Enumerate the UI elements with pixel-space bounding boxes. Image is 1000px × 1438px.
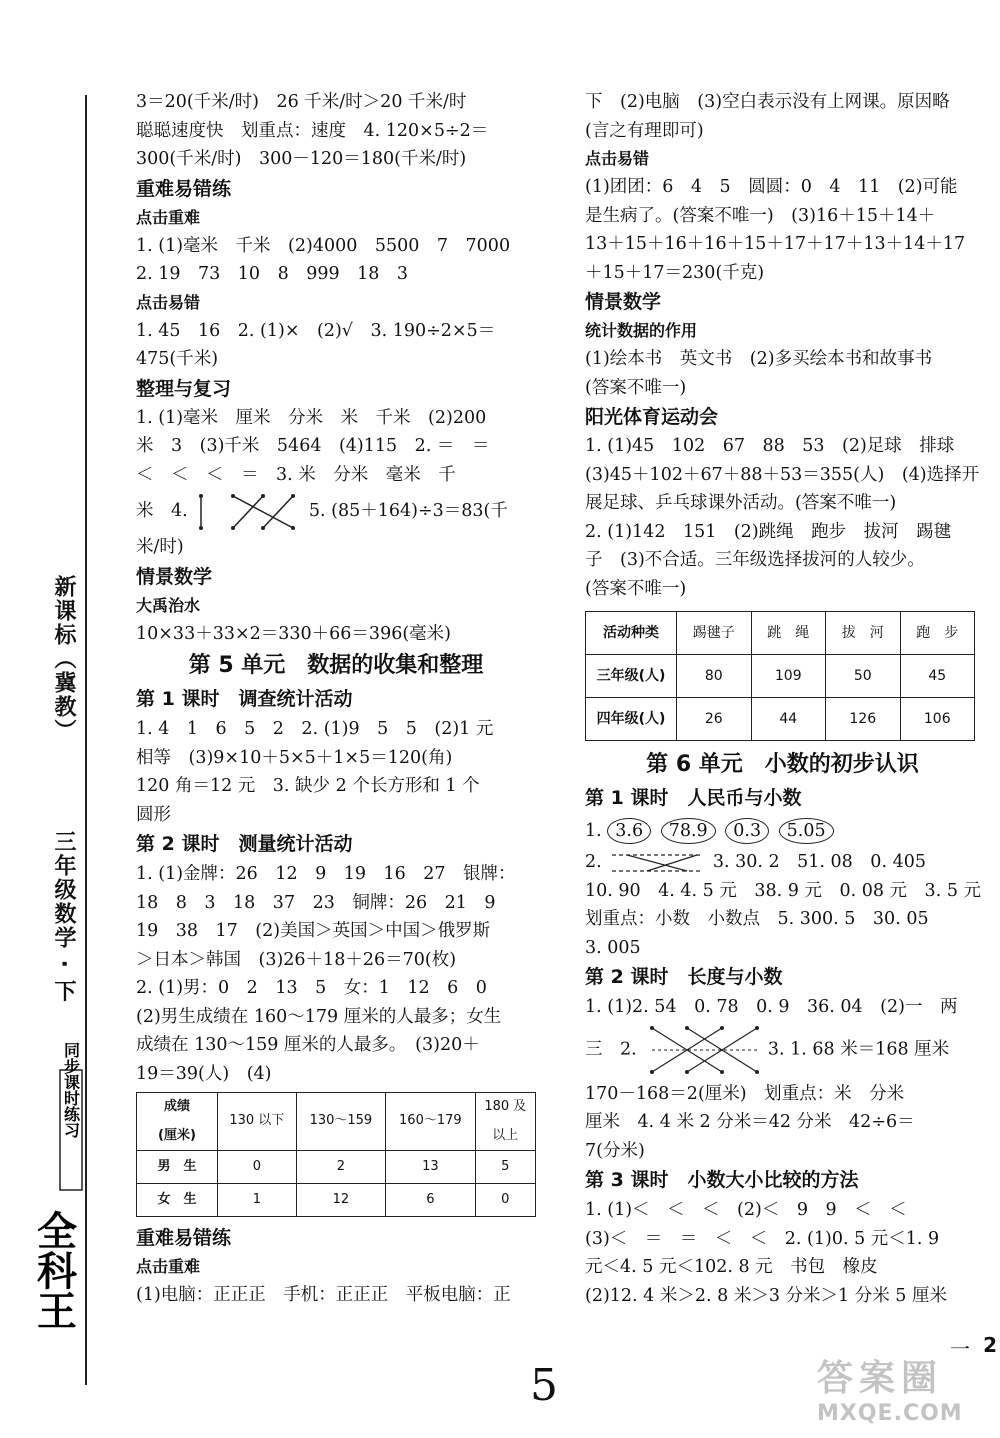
unit-title: 第 6 单元 小数的初步认识 [646,752,919,777]
table-header-cell: 拔 河 [826,612,901,655]
answer-text: 2. [585,852,602,872]
table-row [586,698,975,741]
answer-line: (3)＜ ＝ ＝ ＜ ＜ 2. (1)0. 5 元＜1. 9 [585,1228,940,1249]
brand-logo [30,1042,86,1330]
table-cell: 2 [296,1151,385,1184]
matching-lines-diagram [193,492,303,532]
answer-line: 2. (1)142 151 (2)跳绳 跑步 拔河 踢毽 [585,521,952,542]
table-header-cell: 跑 步 [900,612,975,655]
table-header-cell: 跳 绳 [751,612,826,655]
answer-text: 5. (85＋164)÷3＝83(千 [308,501,508,521]
answer-line: 18 8 3 18 37 23 铜牌：26 21 9 [136,892,496,913]
section-heading: 情景数学 [585,291,662,313]
answer-line: 120 角＝12 元 3. 缺少 2 个长方形和 1 个 [136,776,480,796]
answer-line: 下 (2)电脑 (3)空白表示没有上网课。原因略 [585,92,950,112]
section-heading: 重难易错练 [136,1227,232,1249]
table-cell: 109 [751,655,826,698]
table-row [586,655,975,698]
answer-line [585,1022,980,1080]
subsection-heading: 点击重难 [136,1257,201,1276]
table-header-cell: 180 及 以上 [475,1093,535,1151]
svg-text:全科王: 全科王 [30,1210,78,1330]
answer-line: 厘米 4. 4 米 2 分米＝42 分米 42÷6＝ [585,1112,915,1132]
table-cell: 0 [218,1151,297,1184]
circled-answer: 0.3 [725,818,769,844]
answer-line: 1. (1)2. 54 0. 78 0. 9 36. 04 (2)一 两 [585,997,958,1017]
table-header-cell: 踢毽子 [677,612,752,655]
lesson-title: 第 1 课时 人民币与小数 [585,787,802,809]
answer-line: 2. 19 73 10 8 999 18 3 [136,264,409,284]
right-column [585,88,980,1310]
section-heading: 情景数学 [136,565,213,588]
svg-text:同步课时练习: 同步课时练习 [61,1042,81,1138]
table-header-cell: 130～159 [296,1093,385,1151]
answer-line: 3＝20(千米/时) 26 千米/时＞20 千米/时 [136,92,467,112]
answer-text: 3. 30. 2 51. 08 0. 405 [712,852,926,872]
answer-text: 米 4. [136,501,188,521]
circled-answer: 78.9 [661,818,716,844]
answer-line: ＞日本＞韩国 (3)26＋18＋26＝70(枚) [136,949,457,970]
answer-line: 1. (1)毫米 千米 (2)4000 5500 7 7000 [136,235,511,256]
answer-line [585,848,980,877]
book-label: 三年级数学 · 下 [51,830,76,1004]
table-cell: 126 [826,698,901,741]
answer-line: (答案不唯一) [585,377,687,398]
table-row [586,612,975,655]
lesson-title: 第 3 课时 小数大小比较的方法 [585,1169,859,1191]
answer-line: 圆形 [136,804,171,825]
table-cell: 106 [900,698,975,741]
table-cell: 1 [218,1184,297,1217]
table-cell: 三年级(人) [586,655,677,698]
table-cell: 50 [826,655,901,698]
answer-line [585,814,980,848]
answer-line: 1. 45 16 2. (1)× (2)√ 3. 190÷2×5＝ [136,320,496,341]
answer-line: (言之有理即可) [585,120,704,141]
unit-title: 第 5 单元 数据的收集和整理 [188,653,484,678]
table-cell: 44 [751,698,826,741]
matching-lines-diagram [642,1022,762,1078]
table-cell: 80 [677,655,752,698]
subsection-heading: 大禹治水 [136,595,201,615]
answer-line: 1. (1)毫米 厘米 分米 米 千米 (2)200 [136,407,487,428]
answer-line: 10. 90 4. 4. 5 元 38. 9 元 0. 08 元 3. 5 元 [585,880,982,901]
lesson-title: 第 1 课时 调查统计活动 [136,688,353,710]
table-cell: 12 [296,1184,385,1217]
watermark-text: 答案圈 [817,1358,944,1399]
height-score-table [136,1092,536,1217]
answer-line: 子 (3)不合适。三年级选择拔河的人较少。 [585,550,925,570]
answer-line: 1. (1)金牌：26 12 9 19 16 27 银牌： [136,864,516,884]
answer-line: 475(千米) [136,349,219,369]
answer-line: 划重点：小数 小数点 5. 300. 5 30. 05 [585,909,929,929]
table-row [137,1151,536,1184]
answer-line: 米 3 (3)千米 5464 (4)115 2. ＝ ＝ [136,436,490,456]
answer-line: 展足球、乒乓球课外活动。(答案不唯一) [585,493,897,513]
table-cell: 13 [386,1151,475,1184]
answer-line: 聪聪速度快 划重点：速度 4. 120×5÷2＝ [136,120,489,141]
answer-text: 1. [585,821,602,841]
circled-answer: 5.05 [779,818,834,844]
answer-line: 13＋15＋16＋16＋15＋17＋17＋13＋14＋17 [585,234,966,254]
table-cell: 6 [386,1184,475,1217]
answer-line: 19＝39(人) (4) [136,1063,272,1084]
answer-line: 1. (1)45 102 67 88 53 (2)足球 排球 [585,436,955,456]
table-cell: 26 [677,698,752,741]
section-heading: 整理与复习 [136,377,232,400]
subsection-heading: 点击易错 [585,149,650,168]
answer-line: 2. (1)男：0 2 13 5 女：1 12 6 0 [136,978,487,998]
answer-line: (1)团团：6 4 5 圆圆：0 4 11 (2)可能 [585,177,958,197]
page-dash: 一 [950,1337,970,1361]
answer-line: 3. 005 [585,937,641,958]
circled-answer: 3.6 [607,818,651,844]
answer-line: 300(千米/时) 300－120＝180(千米/时) [136,149,467,169]
answer-line: ＜ ＜ ＜ ＝ 3. 米 分米 毫米 千 [136,464,456,485]
matching-lines-diagram [607,850,707,876]
table-row [137,1184,536,1217]
subsection-heading: 点击易错 [136,292,201,312]
table-header-cell: 160～179 [386,1093,475,1151]
answer-line: 10×33＋33×2＝330＋66＝396(毫米) [136,623,451,644]
lesson-title: 第 2 课时 测量统计活动 [136,833,353,855]
watermark [817,1350,992,1435]
table-header-cell: 130 以下 [218,1093,297,1151]
table-cell: 四年级(人) [586,698,677,741]
table-cell: 女 生 [137,1184,218,1217]
table-cell: 5 [475,1151,535,1184]
table-header-cell: 活动种类 [586,612,677,655]
answer-line: 1. 4 1 6 5 2 2. (1)9 5 5 (2)1 元 [136,719,494,739]
answer-line: 170－168＝2(厘米) 划重点：米 分米 [585,1083,905,1104]
handwritten-mark: 5 [530,1360,558,1411]
answer-line: (2)12. 4 米＞2. 8 米＞3 分米＞1 分米 5 厘米 [585,1285,947,1306]
answer-line: 是生病了。(答案不唯一) (3)16＋15＋14＋ [585,205,936,226]
answer-line: (1)电脑：正正正 手机：正正正 平板电脑：正 [136,1285,511,1305]
page-number: 2 [983,1333,997,1357]
answer-line: 米/时) [136,537,184,557]
answer-line: 7(分米) [585,1140,645,1161]
answer-line: ＋15＋17＝230(千克) [585,262,765,283]
series-label: 新课标（冀教） [51,575,76,743]
answer-text: 三 2. [585,1039,637,1059]
answer-text: 3. 1. 68 米＝168 厘米 [767,1039,950,1059]
answer-line: 相等 (3)9×10＋5×5＋1×5＝120(角) [136,747,453,768]
table-cell: 男 生 [137,1151,218,1184]
table-cell: 0 [475,1184,535,1217]
section-heading: 阳光体育运动会 [585,406,719,428]
activity-table [585,611,975,741]
answer-line: 19 38 17 (2)美国＞英国＞中国＞俄罗斯 [136,921,491,941]
table-header-cell: 成绩 (厘米) [137,1093,218,1151]
lesson-title: 第 2 课时 长度与小数 [585,966,783,988]
answer-line: (2)男生成绩在 160～179 厘米的人最多；女生 [136,1006,502,1027]
left-column [136,88,536,1310]
subsection-heading: 统计数据的作用 [585,321,698,340]
answer-line: (答案不唯一) [585,578,687,599]
answer-line: 元＜4. 5 元＜102. 8 元 书包 橡皮 [585,1257,878,1277]
answer-line: 1. (1)＜ ＜ ＜ (2)＜ 9 9 ＜ ＜ [585,1200,907,1220]
subsection-heading: 点击重难 [136,207,201,227]
answer-line [136,489,536,533]
answer-line: (1)绘本书 英文书 (2)多买绘本书和故事书 [585,349,933,369]
answer-line: (3)45＋102＋67＋88＋53＝355(人) (4)选择开 [585,464,980,485]
watermark-url: MXQE.COM [817,1401,963,1426]
answer-line: 成绩在 130～159 厘米的人最多。 (3)20＋ [136,1035,480,1055]
table-cell: 45 [900,655,975,698]
section-heading: 重难易错练 [136,177,232,200]
